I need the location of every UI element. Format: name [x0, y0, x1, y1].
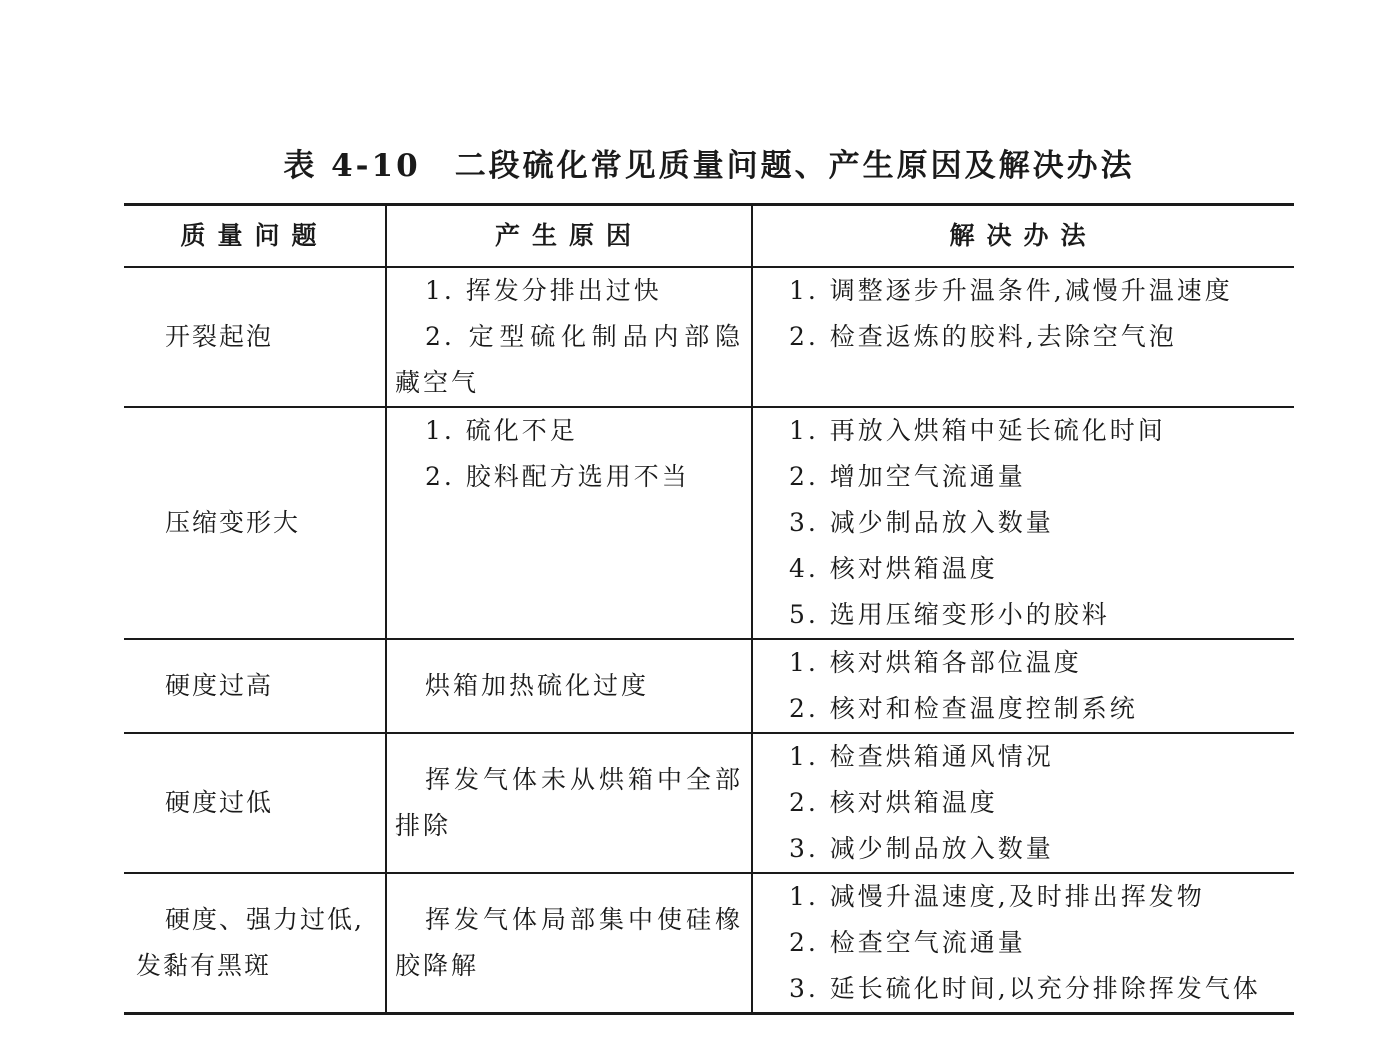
solution-item: 2. 检查返炼的胶料,去除空气泡: [789, 322, 1177, 351]
solution-item: 5. 选用压缩变形小的胶料: [789, 600, 1110, 629]
solution-item: 3. 延长硫化时间,以充分排除挥发气体: [789, 974, 1261, 1003]
solution-item: 1. 核对烘箱各部位温度: [789, 648, 1082, 677]
table-title: 二段硫化常见质量问题、产生原因及解决办法: [454, 148, 1135, 184]
solution-cell: [752, 873, 1294, 1014]
solution-item: 2. 核对烘箱温度: [789, 788, 998, 817]
table-caption: [0, 140, 1383, 185]
cause-cell: [386, 639, 752, 733]
problem-cell: 硬度过高: [124, 639, 386, 733]
solution-item: 3. 减少制品放入数量: [789, 508, 1054, 537]
cause-cell: [386, 733, 752, 873]
solution-item: 1. 减慢升温速度,及时排出挥发物: [789, 882, 1205, 911]
solution-cell: [752, 407, 1294, 639]
table-header-row: [124, 205, 1294, 268]
cause-cell: [386, 267, 752, 407]
solution-cell: [752, 639, 1294, 733]
cause-item: 挥发气体局部集中使硅橡胶降解: [395, 905, 743, 980]
table-number: 表 4-10: [283, 148, 421, 184]
solution-item: 3. 减少制品放入数量: [789, 834, 1054, 863]
table-row: [124, 873, 1294, 1014]
cause-item: 2. 定型硫化制品内部隐藏空气: [395, 322, 743, 397]
solution-item: 1. 再放入烘箱中延长硫化时间: [789, 416, 1166, 445]
cause-item: 2. 胶料配方选用不当: [425, 462, 690, 491]
cause-item: 1. 硫化不足: [425, 416, 578, 445]
problem-cell: 压缩变形大: [124, 407, 386, 639]
solution-cell: [752, 267, 1294, 407]
solution-item: 2. 核对和检查温度控制系统: [789, 694, 1138, 723]
solution-item: 1. 检查烘箱通风情况: [789, 742, 1054, 771]
problem-cell: 硬度、强力过低,发黏有黑斑: [124, 873, 386, 1014]
cause-item: 挥发气体未从烘箱中全部排除: [395, 765, 743, 840]
cause-item: 1. 挥发分排出过快: [425, 276, 662, 305]
solution-cell: [752, 733, 1294, 873]
solution-item: 2. 检查空气流通量: [789, 928, 1026, 957]
problem-cell: 开裂起泡: [124, 267, 386, 407]
header-cause: 产生原因: [386, 205, 752, 268]
quality-issues-table: [124, 203, 1294, 1015]
problem-cell: 硬度过低: [124, 733, 386, 873]
cause-cell: [386, 873, 752, 1014]
header-problem: 质量问题: [124, 205, 386, 268]
header-solution: 解决办法: [752, 205, 1294, 268]
table-row: [124, 407, 1294, 639]
table-row: [124, 267, 1294, 407]
table-row: [124, 639, 1294, 733]
solution-item: 1. 调整逐步升温条件,减慢升温速度: [789, 276, 1233, 305]
table-row: [124, 733, 1294, 873]
cause-cell: [386, 407, 752, 639]
solution-item: 2. 增加空气流通量: [789, 462, 1026, 491]
cause-item: 烘箱加热硫化过度: [425, 671, 650, 700]
solution-item: 4. 核对烘箱温度: [789, 554, 998, 583]
